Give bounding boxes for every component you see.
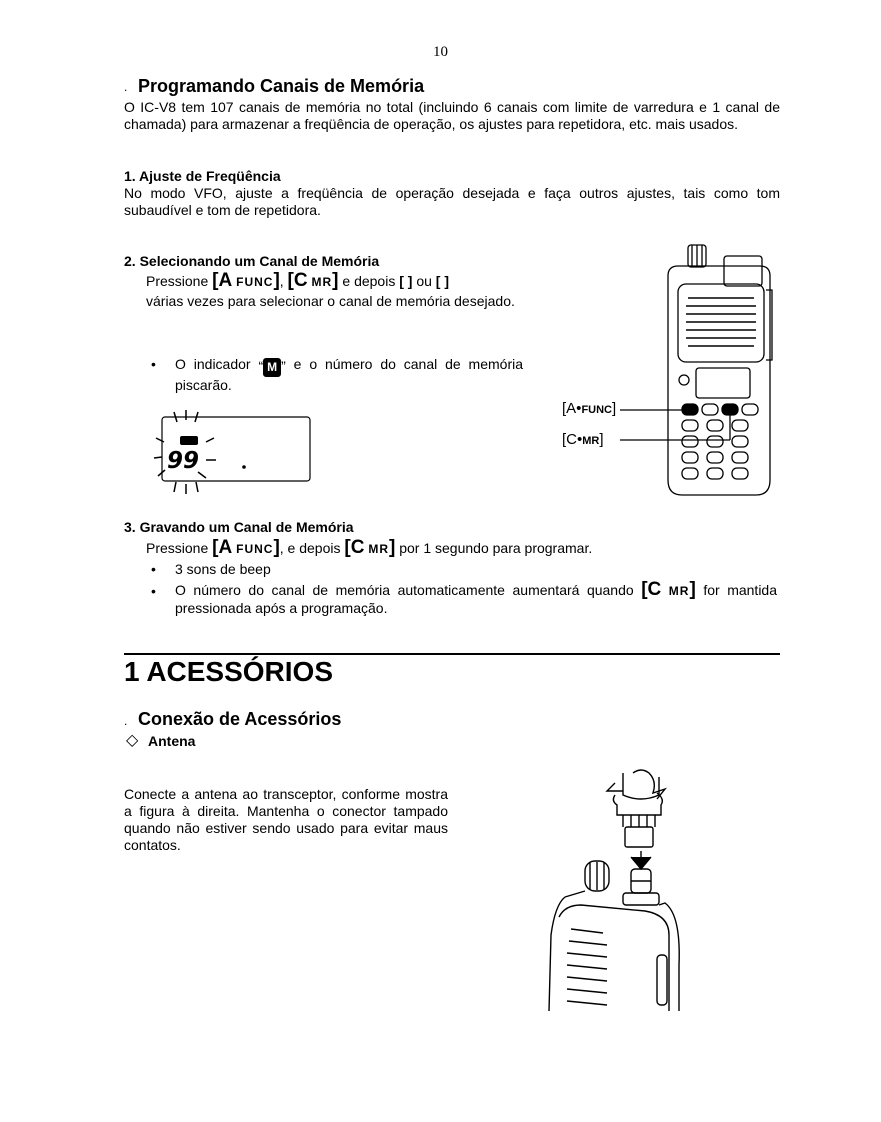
step2-heading: 2. Selecionando um Canal de Memória bbox=[124, 253, 380, 269]
step2-pressione: Pressione bbox=[146, 273, 209, 289]
step3-key-a-func: [A FUNC] bbox=[212, 537, 280, 558]
page-number: 10 bbox=[433, 44, 448, 60]
section-title: Programando Canais de Memória bbox=[138, 76, 425, 96]
step3-key-c-mr: [C MR] bbox=[344, 537, 396, 558]
step2-line2: várias vezes para selecionar o canal de memória desejado. bbox=[146, 293, 515, 309]
step3-heading: 3. Gravando um Canal de Memória bbox=[124, 519, 354, 535]
key-up-arrow: [ ] bbox=[399, 273, 413, 289]
radio-front-figure bbox=[620, 240, 780, 502]
antenna-connection-figure bbox=[545, 765, 685, 1013]
step3-bullet2: O número do canal de memória automaticamente aumentará quando [C MR] for mantida pressionada após a programação. bbox=[175, 579, 777, 616]
chapter-title: 1 ACESSÓRIOS bbox=[124, 656, 334, 687]
step2-line1: Pressione [A FUNC], [C MR] e depois [ ] ou [ ] bbox=[146, 270, 450, 291]
subsection-title: Conexão de Acessórios bbox=[138, 709, 342, 729]
step1-heading: 1. Ajuste de Freqüência bbox=[124, 168, 281, 184]
step3-line: Pressione [A FUNC], e depois [C MR] por 1 segundo para programar. bbox=[146, 537, 593, 558]
intro-paragraph: O IC-V8 tem 107 canais de memória no total (incluindo 6 canais com limite de varredura e 1 canal de chamada) para armazenar a freqüência de operação, os ajustes para repetidora, etc. mais usados. bbox=[124, 99, 780, 132]
key-a-func: [A FUNC] bbox=[212, 270, 280, 291]
section-divider bbox=[124, 653, 780, 655]
key-down-arrow: [ ] bbox=[435, 273, 450, 289]
diamond-icon: ◇ bbox=[126, 732, 139, 749]
step3-bullet-key-c-mr: [C MR] bbox=[641, 579, 696, 600]
step1-text: No modo VFO, ajuste a freqüência de operação desejada e faça outros ajustes, tais como tom subaudível e tom de repetidora. bbox=[124, 185, 780, 218]
lcd-channel-digits: 99 bbox=[167, 448, 200, 474]
step3-bullet1: 3 sons de beep bbox=[175, 561, 271, 577]
memory-indicator-icon: “ M ” bbox=[258, 358, 285, 377]
lcd-display-figure bbox=[150, 410, 315, 495]
step2-bullet: O indicador “ M ” e o número do canal de memória piscarão. bbox=[175, 356, 524, 393]
antenna-paragraph: Conecte a antena ao transceptor, conforme mostra a figura à direita. Mantenha o conector tampado quando não estiver sendo usado para evitar maus contatos. bbox=[124, 786, 448, 853]
bullet-marker: • bbox=[151, 356, 156, 372]
callout-func-label: [A•FUNC] bbox=[562, 400, 617, 417]
callout-mr-label: [C•MR] bbox=[562, 431, 604, 448]
key-c-mr: [C MR] bbox=[287, 270, 339, 291]
lcd-m-icon bbox=[180, 436, 198, 445]
heading-bullet: . bbox=[124, 714, 128, 728]
antenna-label: Antena bbox=[148, 733, 196, 749]
bullet-marker: • bbox=[151, 561, 156, 577]
heading-bullet: . bbox=[124, 80, 128, 94]
bullet-marker: • bbox=[151, 583, 156, 599]
